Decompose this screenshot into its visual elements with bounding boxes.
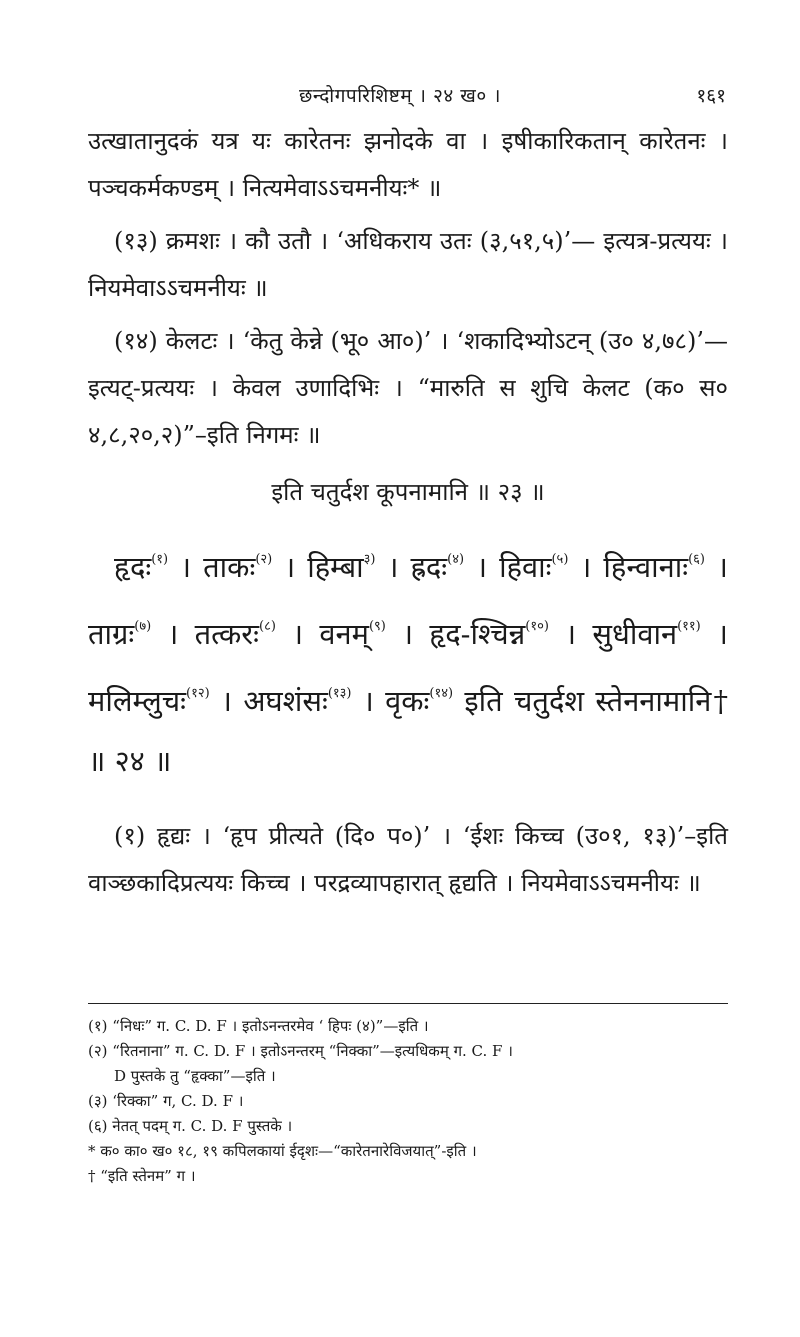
footnote: (३) ‘रिक्का” ग, C. D. F । <box>88 1092 244 1110</box>
verse-word: हृदः$^{(१)}$ <box>114 550 169 584</box>
verse-word: मलिम्लुचः$^{(१२)}$ <box>88 684 210 718</box>
footnote: (२) “रितनाना” ग. C. D. F । इतोऽनन्तरम् “निक्का”—इत्यधिकम् ग. C. F । <box>88 1042 513 1060</box>
footnote: (१) “निधः” ग. C. D. F । इतोऽनन्तरमेव ‘ हिपः (४)”—इति । <box>88 1017 429 1035</box>
paragraph-2: (१३) क्रमशः । कौ उतौ । ‘अधिकराय उतः (३,५१,५)’— इत्यत्र-प्रत्ययः । नियमेवाऽऽचमनीयः ॥ <box>88 227 728 302</box>
verse-word: तत्करः$^{(८)}$ <box>194 617 276 651</box>
footnote: (६) नेतत् पदम् ग. C. D. F पुस्तके । <box>88 1117 293 1135</box>
main-text <box>88 118 728 907</box>
verse-word: वनम्$^{(९)}$ <box>319 617 386 651</box>
verse-word: अघशंसः$^{(१३)}$ <box>243 684 352 718</box>
verse-word: हिम्बा$^{३)}$ <box>307 550 376 584</box>
verse-word: ह्रदः$^{(४)}$ <box>410 550 465 584</box>
verse-word: सुधीवान$^{(११)}$ <box>592 617 701 651</box>
footnote-rule <box>88 1003 728 1004</box>
footnote-dagger: † “इति स्तेनम” ग । <box>88 1167 196 1185</box>
verse-word: ताकः$^{(२)}$ <box>203 550 273 584</box>
page-number: १६१ <box>696 85 726 107</box>
verse-word: हृद-श्चिन्न$^{(१०)}$ <box>429 617 549 651</box>
running-head <box>0 82 800 112</box>
verse-list: हृदः$^{(१)}$ । ताकः$^{(२)}$ । हिम्बा$^{३)}$ । ह्रदः$^{(४)}$ । हिवाः$^{(५)}$ । हिन्वानाः$^{(६)}$ । ताग्रः$^{(७)}$ । तत्करः$^{(८)}$ । वनम्$^{(९)}$ । हृद-श्चिन्न$^{(१०)}$ । सुधीवान$^{(११)}$ । मलिम्लुचः$^{(१२)}$ । अघशंसः$^{(१३)}$ । वृकः$^{(१४)}$ इति चतुर्दश स्तेननामानि† ॥ २४ ॥ <box>88 550 728 778</box>
footnote-star: * क० का० ख० १८, १९ कपिलकायां ईदृशः—“कारेतनारेविजयात्”-इति । <box>88 1142 477 1160</box>
verse-word: हिन्वानाः$^{(६)}$ <box>603 550 705 584</box>
verse-word: हिवाः$^{(५)}$ <box>499 550 569 584</box>
footnotes <box>88 1014 728 1189</box>
verse-end: इति चतुर्दश स्तेननामानि† ॥ २४ ॥ <box>88 684 728 778</box>
footnote-continuation: D पुस्तके तु “हृक्का”—इति । <box>114 1067 276 1085</box>
running-head-title: छन्दोगपरिशिष्टम् । २४ ख० । <box>299 85 501 107</box>
verse-word: ताग्रः$^{(७)}$ <box>88 617 152 651</box>
paragraph-4: (१) हृद्यः । ‘हृप प्रीत्यते (दि० प०)’ । ‘ईशः किच्च (उ०१, १३)’–इति वाञ्छकादिप्रत्ययः किच्च । परद्रव्यापहारात् हृद्यति । नियमेवाऽऽचमनीयः ॥ <box>88 822 728 897</box>
section-colophon: इति चतुर्दश कूपनामानि ॥ २३ ॥ <box>271 478 545 506</box>
paragraph-3: (१४) केलटः । ‘केतु केन्ने (भू० आ०)’ । ‘शकादिभ्योऽटन् (उ० ४,७८)’—इत्यट्-प्रत्ययः । केवल उणादिभिः । “मारुति स शुचि केलट (क० स० ४,८,२०,२)”–इति निगमः ॥ <box>88 327 728 449</box>
paragraph-1: उत्खातानुदकं यत्र यः कारेतनः झनोदके वा । इषीकारिकतान् कारेतनः । पञ्चकर्मकण्डम् । नित्यमेवाऽऽचमनीयः* ॥ <box>88 127 728 202</box>
verse-word: वृकः$^{(१४)}$ <box>385 684 454 718</box>
